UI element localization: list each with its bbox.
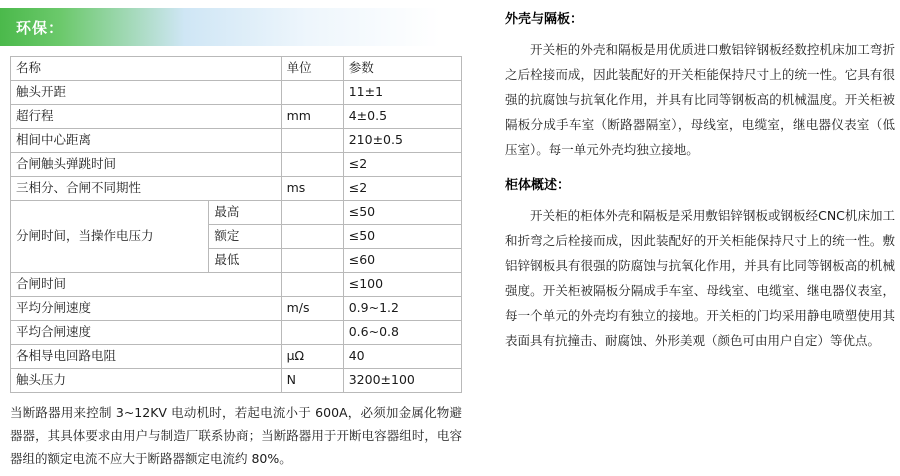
table-row: [11, 81, 462, 105]
header-cell-param: 参数: [343, 57, 461, 81]
row-unit: m/s: [281, 297, 343, 321]
row-param: 3200±100: [343, 369, 461, 393]
row-name: 三相分、合闸不同期性: [11, 177, 282, 201]
row-param: ≤50: [343, 201, 461, 225]
row-param: ≤2: [343, 153, 461, 177]
row-name-grouped: 分闸时间，当操作电压力: [11, 201, 209, 273]
row-param: 0.6~0.8: [343, 321, 461, 345]
row-param: ≤50: [343, 225, 461, 249]
row-name: 平均分闸速度: [11, 297, 282, 321]
table-row: [11, 105, 462, 129]
table-row: [11, 129, 462, 153]
row-param: 210±0.5: [343, 129, 461, 153]
table-row: [11, 345, 462, 369]
table-note: 当断路器用来控制 3~12KV 电动机时，若起电流小于 600A，必须加金属化物避器器，其具体要求由用户与制造厂联系协商；当断路器用于开断电容器组时，电容器组的额定电流不应大于断路器额定电流约 80%。: [10, 405, 462, 467]
row-sub: 最低: [209, 249, 281, 273]
header-cell-name: 名称: [11, 57, 282, 81]
table-row: [11, 153, 462, 177]
row-unit: [281, 129, 343, 153]
row-name: 合闸触头弹跳时间: [11, 153, 282, 177]
table-row: [11, 201, 462, 225]
specification-table: [10, 56, 462, 393]
row-unit: ms: [281, 177, 343, 201]
banner-label: 环保：: [16, 18, 65, 37]
right-column: [505, 0, 895, 476]
table-row: [11, 177, 462, 201]
row-param: 0.9~1.2: [343, 297, 461, 321]
row-name: 超行程: [11, 105, 282, 129]
row-name: 平均合闸速度: [11, 321, 282, 345]
section-body-enclosure: 开关柜的外壳和隔板是用优质进口敷铝锌钢板经数控机床加工弯折之后栓接而成，因此装配好的开关柜能保持尺寸上的统一性。它具有很强的抗腐蚀与抗氧化作用，并具有比同等钢板高的机械温度。开关柜被隔板分成手车室（断路器隔室），母线室，电缆室，继电器仪表室（低压室）。每一单元外壳均独立接地。: [505, 41, 895, 157]
table-row: [11, 369, 462, 393]
row-unit: [281, 249, 343, 273]
row-name: 触头压力: [11, 369, 282, 393]
row-unit: [281, 225, 343, 249]
row-unit: [281, 321, 343, 345]
section-banner: [0, 8, 440, 46]
table-row: [11, 321, 462, 345]
row-param: 11±1: [343, 81, 461, 105]
row-param: ≤60: [343, 249, 461, 273]
row-name: 触头开距: [11, 81, 282, 105]
row-param: 40: [343, 345, 461, 369]
row-unit: [281, 81, 343, 105]
table-row: [11, 273, 462, 297]
row-unit: mm: [281, 105, 343, 129]
row-unit: μΩ: [281, 345, 343, 369]
section-title-enclosure: 外壳与隔板：: [505, 12, 584, 27]
row-name: 合闸时间: [11, 273, 282, 297]
header-cell-unit: 单位: [281, 57, 343, 81]
row-name: 相间中心距离: [11, 129, 282, 153]
row-unit: [281, 153, 343, 177]
section-body-cabinet: 开关柜的柜体外壳和隔板是采用敷铝锌钢板或钢板经CNC机床加工和折弯之后栓接而成，因此装配好的开关柜能保持尺寸上的统一性。敷铝锌钢板具有很强的防腐蚀与抗氧化作用，并具有比同等钢板高的机械强度。开关柜被隔板分隔成手车室、母线室、电缆室、继电器仪表室，每一个单元的外壳均有独立的接地。开关柜的门均采用静电喷塑使用其表面具有抗撞击、耐腐蚀、外形美观（颜色可由用户自定）等优点。: [505, 207, 895, 348]
table-header-row: [11, 57, 462, 81]
section-title-cabinet: 柜体概述：: [505, 177, 571, 193]
row-unit: [281, 201, 343, 225]
row-name: 各相导电回路电阻: [11, 345, 282, 369]
row-sub: 额定: [209, 225, 281, 249]
row-param: 4±0.5: [343, 105, 461, 129]
table-row: [11, 297, 462, 321]
row-param: ≤2: [343, 177, 461, 201]
row-sub: 最高: [209, 201, 281, 225]
row-unit: [281, 273, 343, 297]
row-unit: N: [281, 369, 343, 393]
row-param: ≤100: [343, 273, 461, 297]
